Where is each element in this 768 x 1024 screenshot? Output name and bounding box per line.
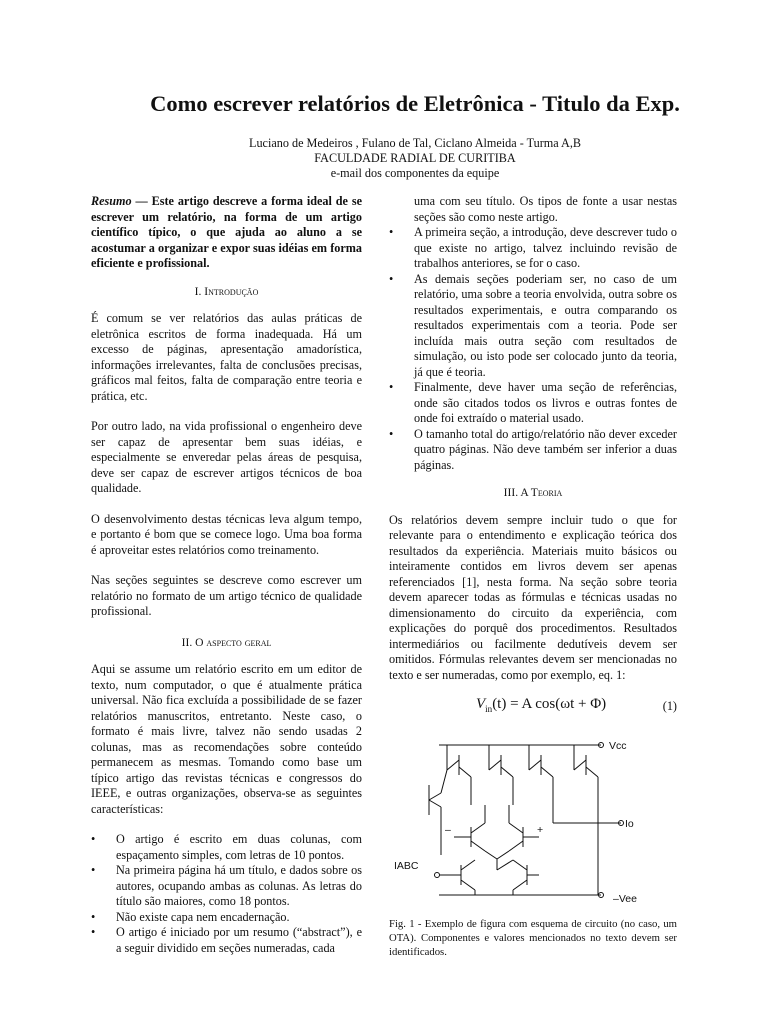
transistor-bottom-right <box>497 860 539 895</box>
list-item <box>389 427 677 474</box>
list-item-continuation: uma com seu título. Os tipos de fonte a usar nestas seções são como neste artigo. <box>414 194 677 224</box>
transistor-top-far-right <box>574 745 598 895</box>
list-item <box>389 225 677 272</box>
section-numeral: III. A T <box>503 486 538 499</box>
equation-subscript: in <box>485 704 493 714</box>
equation-variable: V <box>476 696 486 712</box>
bullet-icon: • <box>91 863 96 877</box>
section-title: aspecto geral <box>203 635 272 649</box>
list-item-text: O tamanho total do artigo/relatório não dever exceder quatro páginas. Não deve também ser inferior a duas páginas. <box>414 426 677 472</box>
equation-expression <box>476 697 606 718</box>
bullet-icon: • <box>389 426 394 441</box>
list-item-text: A primeira seção, a introdução, deve descrever tudo o que existe no artigo, talvez incluindo revisão de trabalhos anteriores, se for o caso. <box>414 225 677 270</box>
list-item <box>91 910 362 926</box>
transistor-top-left <box>447 745 471 805</box>
list-item-text: Não existe capa nem encadernação. <box>116 909 290 924</box>
iabc-label: IABC <box>394 860 419 872</box>
abstract <box>91 194 362 272</box>
minus-input-label: – <box>445 824 451 836</box>
bullet-icon: • <box>91 832 96 846</box>
list-item-text: Na primeira página há um título, e dados sobre os autores, ocupando ambas as colunas. As letras do título são maiores, como 18 pontos. <box>116 863 362 908</box>
section-heading-aspecto-geral <box>91 635 362 651</box>
paragraph: Nas seções seguintes se descreve como escrever um relatório no formato de um artigo técnico de qualidade profissional. <box>91 573 362 618</box>
list-item-text: O artigo é escrito em duas colunas, com espaçamento simples, com letras de 10 pontos. <box>116 832 362 862</box>
section-numeral: I. I <box>194 284 209 298</box>
equation-rhs: (t) = A cos(ωt + Φ) <box>492 696 607 712</box>
list-item-text: Finalmente, deve haver uma seção de referências, onde são citados todos os livros e outras fontes de onde foi extraído o material usado. <box>414 380 677 425</box>
transistor-top-right <box>529 745 553 805</box>
list-item <box>91 925 362 956</box>
institution: FACULDADE RADIAL DE CURITIBA <box>314 151 516 165</box>
author-block <box>0 136 768 181</box>
figure-1 <box>389 735 677 905</box>
section-heading-teoria <box>389 485 677 501</box>
abstract-dash: — <box>131 194 152 208</box>
list-item <box>389 380 677 427</box>
paragraph: É comum se ver relatórios das aulas práticas de eletrônica escritos de forma inadequada. Há um excesso de páginas, apresentação amadorística, informações irrelevantes, falta de conclusões precisas, gráficos mal feitos, falta de comparação entre teoria e prática, etc. <box>91 311 362 403</box>
list-item-text: O artigo é iniciado por um resumo (“abstract”), e a seguir dividido em seções numeradas, cada <box>116 925 362 955</box>
equation-number: (1) <box>662 699 677 713</box>
paragraph: Aqui se assume um relatório escrito em um editor de texto, num computador, o que é atualmente prática universal. Não fica excluída a possibilidade de se fazer relatórios manuscritos, entretanto. Neste caso, o formato é mais livre, talvez não sendo usadas 2 colunas, mas as recomendações sobre conteúdo permanecem as mesmas. Tomando como base um típico artigo das revistas técnicas e congressos do IEEE, e outras organizações, observa-se as seguintes características: <box>91 662 362 816</box>
bullet-list <box>91 832 362 956</box>
vee-label: –Vee <box>613 893 637 905</box>
paragraph: Os relatórios devem sempre incluir tudo o que for relevante para o entendimento e explicação teórica dos resultados da experiência. Materiais muito básicos ou inteiramente contidos em livros devem ser apenas referenciados [1], nesta forma. Na seção sobre teoria devem aparecer todas as fórmulas e técnicas usadas no dimensionamento do circuito da experiência, com explicações do porquê dos procedimentos. Resultados intermediários ou facilmente dedutíveis devem ser omitidos. Fórmulas relevantes devem ser mencionadas no texto e ser numeradas, como por exemplo, eq. 1: <box>389 512 677 682</box>
paragraph: Por outro lado, na vida profissional o engenheiro deve ser capaz de apresentar bem suas idéias, e especialmente se enveredar pelas áreas de pesquisa, deve ser capaz de escrever artigos técnicos de boa qualidade. <box>91 419 362 495</box>
transistor-top-mid <box>489 745 513 805</box>
section-numeral: II. O <box>181 635 204 649</box>
section-title: eoria <box>537 486 563 499</box>
bullet-icon: • <box>389 380 394 394</box>
paragraph: O desenvolvimento destas técnicas leva algum tempo, e portanto é bom que se comece logo. Uma boa forma é aproveitar estes relatórios como treinamento. <box>91 511 362 557</box>
bullet-icon: • <box>389 225 394 239</box>
iabc-terminal <box>435 873 440 878</box>
ota-circuit-diagram <box>389 735 677 905</box>
figure-caption: Fig. 1 - Exemplo de figura com esquema de circuito (no caso, um OTA). Componentes e valores mencionados no texto devem ser identificados. <box>389 918 677 958</box>
abstract-text: Este artigo descreve a forma ideal de se escrever um relatório, na forma de um artigo científico típico, o que ajuda ao aluno a se acostumar a organizar e expor suas idéias em forma eficiente e profissional. <box>91 194 363 270</box>
authors: Luciano de Medeiros , Fulano de Tal, Ciclano Almeida - Turma A,B <box>249 136 581 150</box>
plus-input-label: + <box>537 824 544 836</box>
list-item-text: As demais seções poderiam ser, no caso de um relatório, uma sobre a teoria envolvida, outra sobre os resultados experimentais, e outra comparando os resultados experimentais com a teoria. Pode ser incluída mais outra seção com resultados de simulação, ou isto pode ser colocado junto da teoria, já que é teoria. <box>414 271 677 379</box>
diff-pair-right <box>497 805 539 859</box>
section-title: ntrodução <box>208 284 259 298</box>
section-heading-introduction <box>91 284 362 300</box>
list-item <box>389 272 677 381</box>
email: e-mail dos componentes da equipe <box>330 166 500 180</box>
paper-title: Como escrever relatórios de Eletrônica - Titulo da Exp. <box>150 91 680 116</box>
bullet-icon: • <box>389 271 394 286</box>
left-column <box>91 194 362 968</box>
abstract-label: Resumo <box>91 194 132 208</box>
equation-1 <box>389 691 677 725</box>
right-column <box>389 194 677 959</box>
bullet-list <box>389 225 677 473</box>
transistor-mid-left <box>429 770 447 855</box>
vcc-label: Vcc <box>609 740 627 752</box>
diff-pair-left <box>454 805 497 859</box>
list-item <box>91 832 362 863</box>
transistor-bottom-left <box>449 860 475 895</box>
bullet-icon: • <box>91 925 96 939</box>
io-label: Io <box>625 818 634 830</box>
bullet-icon: • <box>91 909 96 924</box>
list-item <box>91 863 362 910</box>
